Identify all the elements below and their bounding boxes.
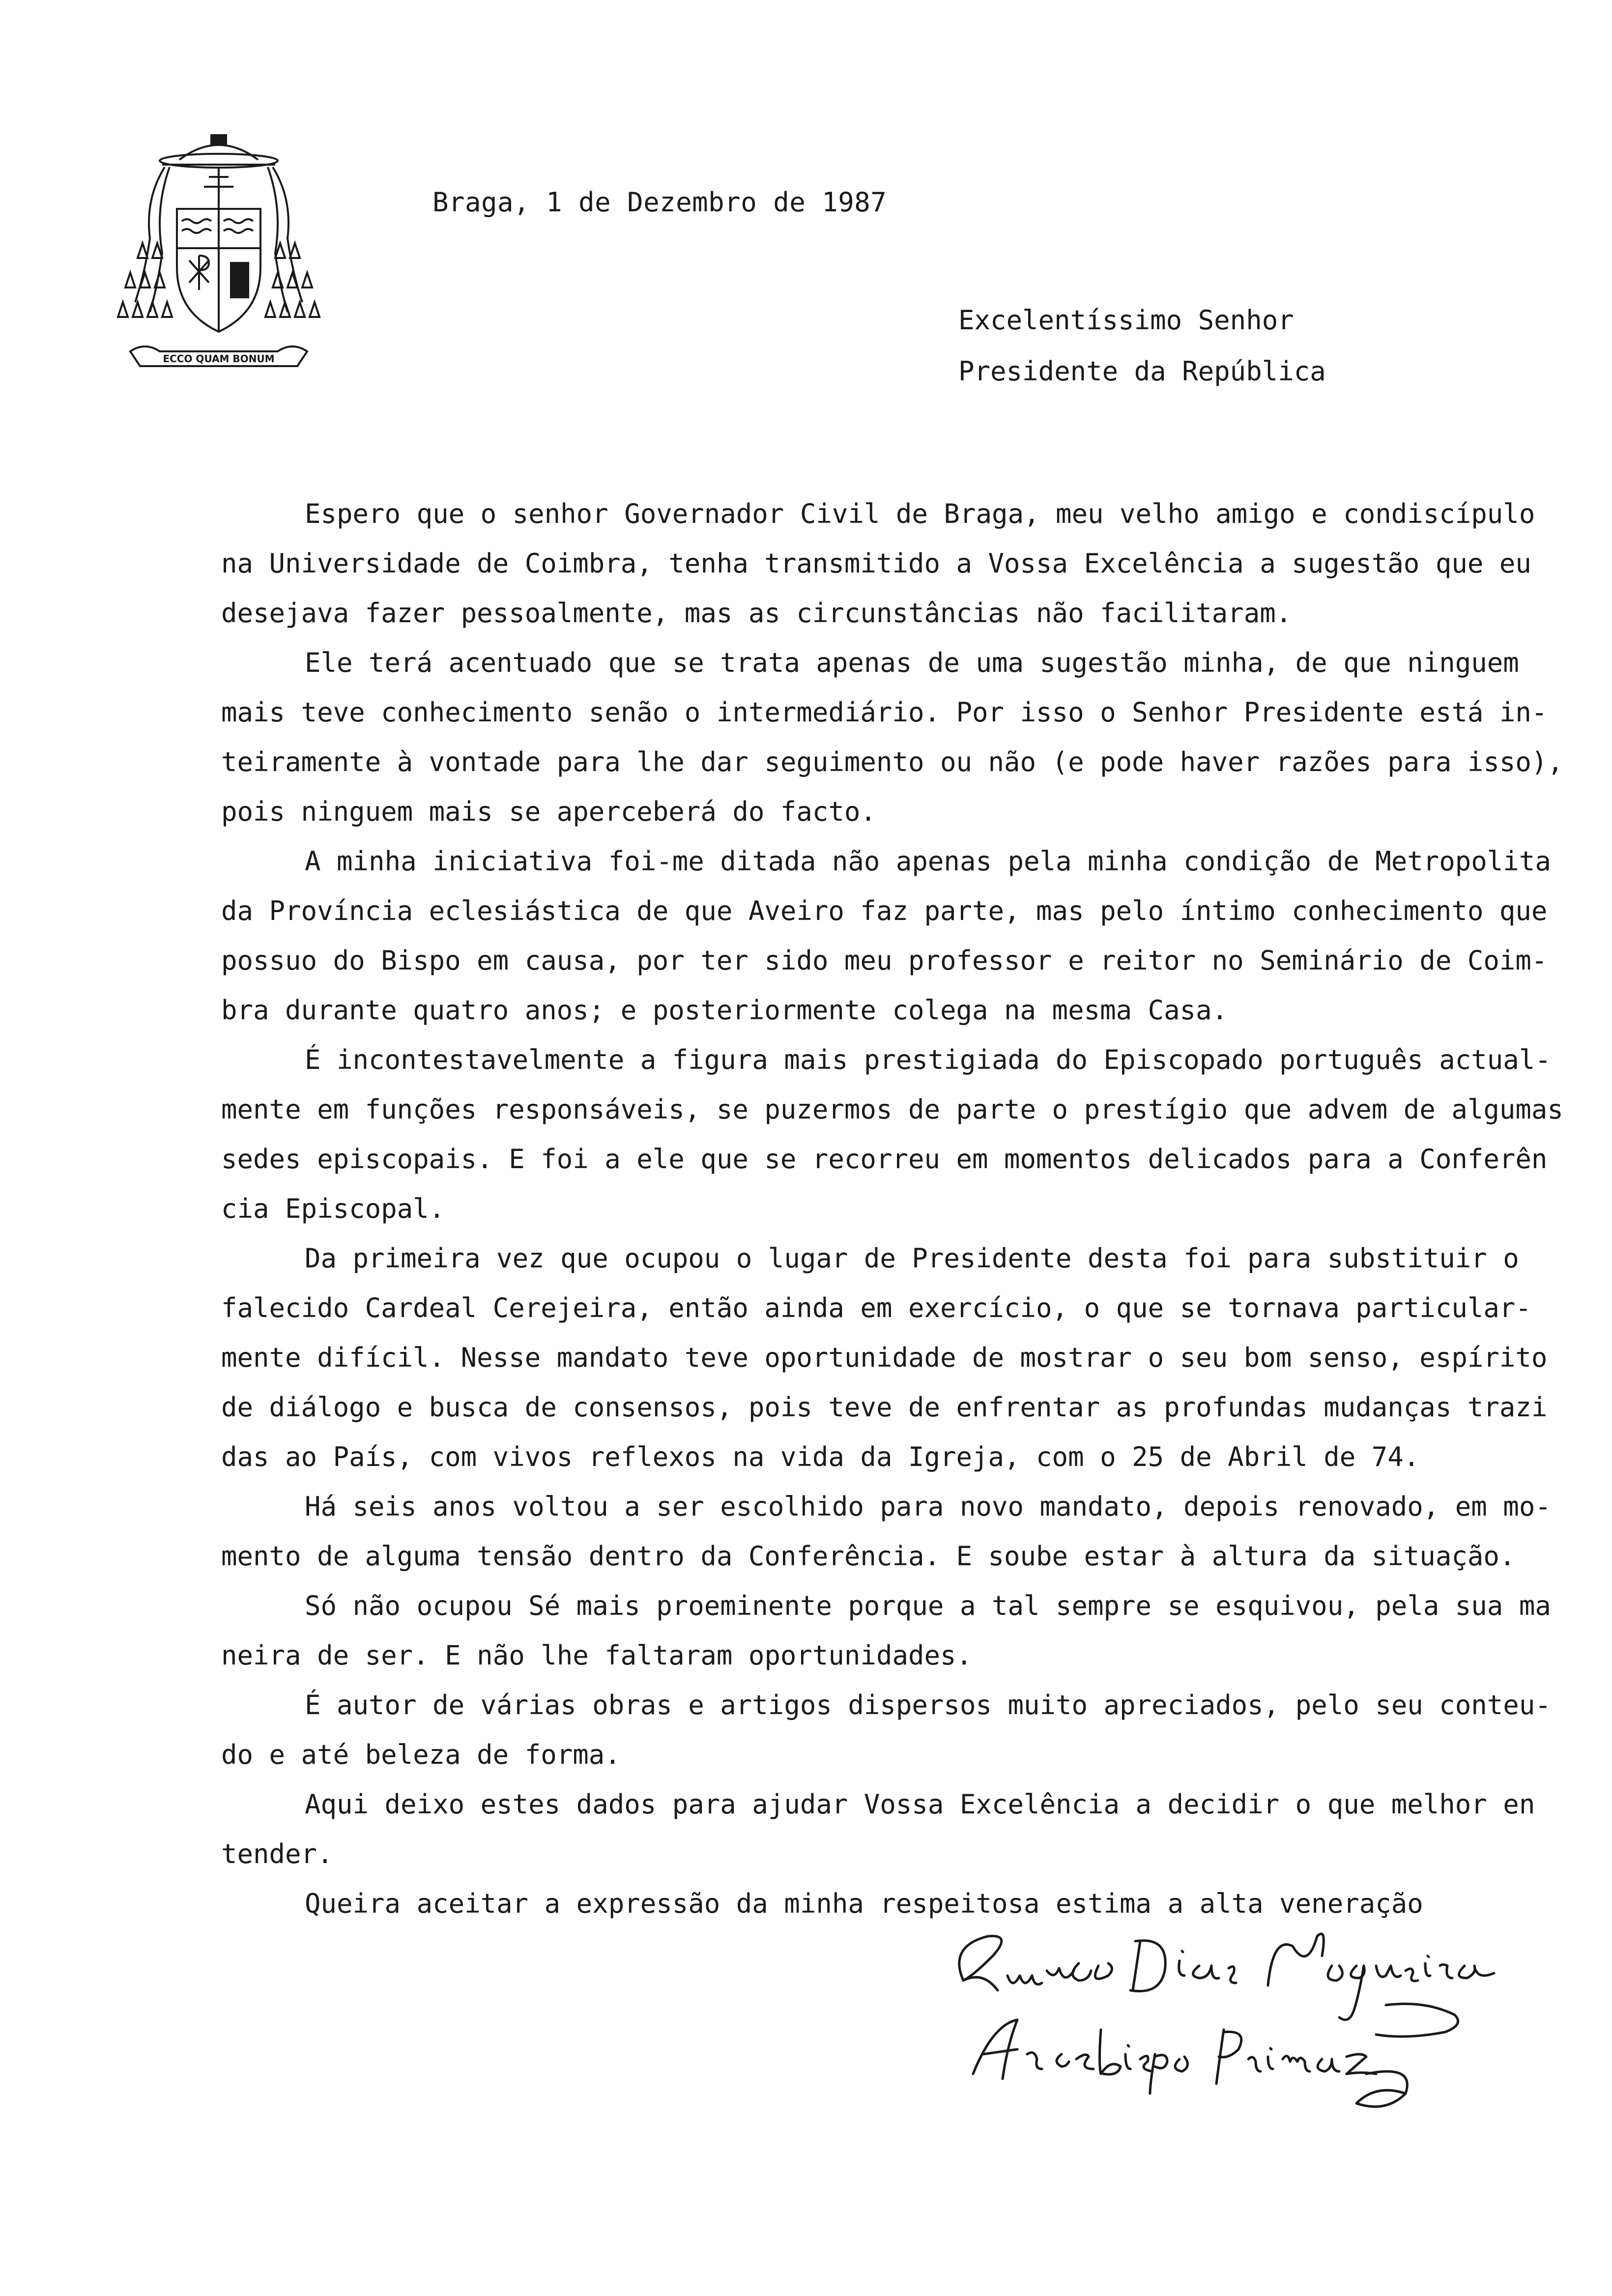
body-line: de diálogo e busca de consensos, pois teve de enfrentar as profundas mudanças trazi	[221, 1392, 1548, 1423]
body-line: É incontestavelmente a figura mais prestigiada do Episcopado português actual-	[305, 1044, 1551, 1075]
body-line: A minha iniciativa foi-me ditada não apenas pela minha condição de Metropolita	[305, 846, 1551, 877]
letter-body	[221, 489, 1607, 1928]
body-line: Queira aceitar a expressão da minha respeitosa estima a alta veneração	[305, 1888, 1423, 1919]
body-line: mente em funções responsáveis, se puzermos de parte o prestígio que advem de algumas	[221, 1094, 1563, 1125]
body-line: das ao País, com vivos reflexos na vida da Igreja, com o 25 de Abril de 74.	[221, 1441, 1420, 1472]
body-line: Há seis anos voltou a ser escolhido para novo mandato, depois renovado, em mo-	[305, 1491, 1551, 1522]
addressee-block	[958, 295, 1326, 397]
body-line: É autor de várias obras e artigos dispersos muito apreciados, pelo seu conteu-	[305, 1690, 1551, 1721]
addressee-salutation: Excelentíssimo Senhor	[958, 305, 1294, 336]
body-line: falecido Cardeal Cerejeira, então ainda em exercício, o que se tornava particular-	[221, 1292, 1531, 1323]
body-line: Só não ocupou Sé mais proeminente porque a tal sempre se esquivou, pela sua ma	[305, 1590, 1551, 1621]
date-line: Braga, 1 de Dezembro de 1987	[432, 187, 887, 218]
body-line: Aqui deixo estes dados para ajudar Vossa Excelência a decidir o que melhor en	[305, 1789, 1535, 1820]
body-line: do e até beleza de forma.	[221, 1739, 621, 1770]
body-line: na Universidade de Coimbra, tenha transmitido a Vossa Excelência a sugestão que eu	[221, 548, 1531, 579]
body-line: pois ninguem mais se aperceberá do facto.	[221, 796, 876, 827]
body-line: possuo do Bispo em causa, por ter sido meu professor e reitor no Seminário de Coim-	[221, 945, 1548, 976]
motto-text: ECCO QUAM BONUM	[163, 353, 275, 365]
body-line: mente difícil. Nesse mandato teve oportunidade de mostrar o seu bom senso, espírito	[221, 1342, 1548, 1373]
body-line: Da primeira vez que ocupou o lugar de Presidente desta foi para substituir o	[305, 1243, 1519, 1274]
body-line: cia Episcopal.	[221, 1193, 445, 1224]
body-line: mais teve conhecimento senão o intermediário. Por isso o Senhor Presidente está in-	[221, 697, 1548, 728]
body-line: Espero que o senhor Governador Civil de Braga, meu velho amigo e condiscípulo	[305, 498, 1535, 529]
body-line: desejava fazer pessoalmente, mas as circunstâncias não facilitaram.	[221, 598, 1292, 629]
body-line: tender.	[221, 1838, 333, 1869]
body-line: sedes episcopais. E foi a ele que se recorreu em momentos delicados para a Conferên	[221, 1144, 1548, 1175]
addressee-title: Presidente da República	[958, 356, 1326, 387]
body-line: mento de alguma tensão dentro da Conferência. E soube estar à altura da situação.	[221, 1541, 1516, 1572]
body-line: teiramente à vontade para lhe dar seguimento ou não (e pode haver razões para isso),	[221, 746, 1563, 777]
body-line: Ele terá acentuado que se trata apenas de uma sugestão minha, de que ninguem	[305, 647, 1519, 678]
coat-of-arms-emblem	[115, 125, 322, 381]
body-line: bra durante quatro anos; e posteriormente colega na mesma Casa.	[221, 995, 1228, 1026]
body-line: neira de ser. E não lhe faltaram oportunidades.	[221, 1640, 973, 1671]
handwritten-signature	[934, 1917, 1499, 2123]
body-line: da Província eclesiástica de que Aveiro faz parte, mas pelo íntimo conhecimento que	[221, 895, 1548, 926]
